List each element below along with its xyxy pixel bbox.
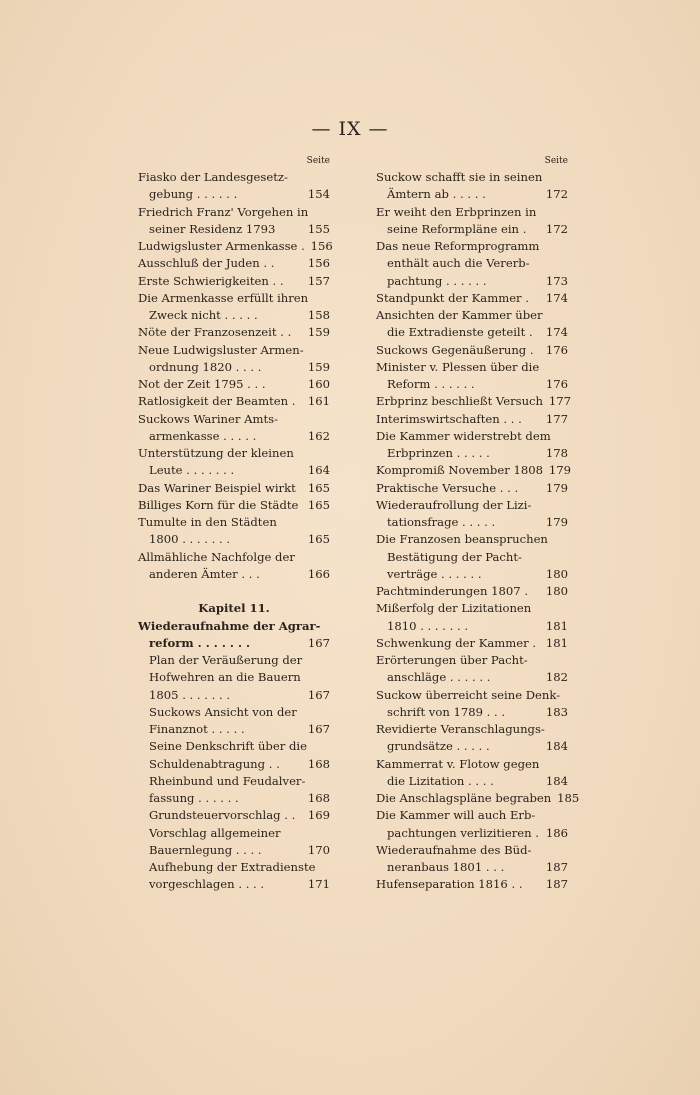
toc-line <box>138 531 330 548</box>
toc-entry-text: Suckow überreicht seine Denk- <box>376 687 561 702</box>
toc-entry-text: Praktische Versuche . . . <box>376 480 519 495</box>
toc-line <box>138 859 330 876</box>
toc-line <box>138 324 330 341</box>
toc-line <box>376 566 568 583</box>
toc-page-number: 187 <box>545 877 568 892</box>
toc-entry-text: Schwenkung der Kammer . <box>376 635 537 650</box>
toc-line <box>138 342 330 359</box>
toc-line <box>138 428 330 445</box>
toc-line <box>138 204 330 221</box>
toc-line <box>376 721 568 738</box>
toc-line <box>138 514 330 531</box>
toc-line <box>376 618 568 635</box>
toc-page-number: 156 <box>307 256 330 271</box>
toc-line <box>376 531 568 548</box>
toc-line <box>376 790 580 807</box>
toc-line <box>376 635 568 652</box>
toc-page-number: 180 <box>545 566 568 581</box>
toc-page-number: 158 <box>307 308 330 322</box>
toc-entry-text: Mißerfolg der Lizitationen <box>376 601 532 616</box>
toc-page-number: 171 <box>307 877 330 892</box>
toc-entry-text: Leute . . . . . . . <box>149 463 235 478</box>
toc-page-number: 174 <box>545 325 568 340</box>
toc-line <box>376 825 568 842</box>
toc-entry-text: Kompromiß November 1808 <box>376 463 543 478</box>
toc-line <box>376 480 568 497</box>
toc-entry-text: Rheinbund und Feudalver- <box>149 773 306 788</box>
toc-entry-text: Erbprinz beschließt Versuch <box>376 394 544 409</box>
toc-page-number: 183 <box>545 704 568 719</box>
toc-line <box>376 738 568 755</box>
toc-page-number: 162 <box>307 428 330 443</box>
toc-entry-text: Die Anschlagspläne begraben <box>376 791 552 805</box>
toc-entry-text: Erörterungen über Pacht- <box>376 653 528 667</box>
toc-line <box>376 204 568 221</box>
toc-line <box>138 445 330 462</box>
toc-page-number: 176 <box>545 342 568 357</box>
toc-line <box>376 842 568 859</box>
toc-line <box>376 704 568 721</box>
toc-page-number: 184 <box>545 739 568 754</box>
toc-entry-text: tationsfrage . . . . . <box>387 515 496 529</box>
toc-page-number: 167 <box>307 722 330 736</box>
toc-entry-text: fassung . . . . . . <box>149 791 239 805</box>
toc-line <box>138 393 330 410</box>
toc-entry-text: pachtung . . . . . . <box>387 273 487 288</box>
toc-entry-text: Suckow schafft sie in seinen <box>376 170 543 184</box>
seite-label-left: Seite <box>306 156 330 166</box>
toc-entry-text: Hofwehren an die Bauern <box>149 670 301 685</box>
toc-entry-text: Das neue Reformprogramm <box>376 239 540 253</box>
toc-entry-text: Reform . . . . . . <box>387 377 475 391</box>
toc-entry-text: Wiederaufrollung der Lizi- <box>376 497 532 512</box>
toc-entry-text: Ämtern ab . . . . . <box>387 187 486 202</box>
toc-page-number: 165 <box>307 497 330 512</box>
toc-page-number: 186 <box>545 825 568 840</box>
toc-line <box>376 290 568 307</box>
toc-page-number: 159 <box>307 325 330 340</box>
toc-line <box>376 255 568 272</box>
toc-line <box>138 411 330 428</box>
toc-entry-text: 1800 . . . . . . . <box>149 532 231 547</box>
toc-entry-text: seine Reformpläne ein . <box>387 221 527 236</box>
toc-entry-text: Plan der Veräußerung der <box>149 653 303 667</box>
toc-entry-text: Schuldenabtragung . . <box>149 756 280 771</box>
toc-line <box>376 445 568 462</box>
toc-page-number: 187 <box>545 860 568 874</box>
toc-entry-text: Die Kammer will auch Erb- <box>376 808 536 823</box>
toc-line <box>138 549 330 566</box>
toc-page-number: 185 <box>557 791 580 805</box>
toc-page-number: 167 <box>307 687 330 702</box>
toc-entry-text: Seine Denkschrift über die <box>149 739 307 754</box>
toc-line <box>376 756 568 773</box>
toc-page-number: 167 <box>307 635 330 650</box>
toc-lines-left <box>138 169 333 894</box>
toc-page-number: 174 <box>545 290 568 305</box>
toc-entry-text: armenkasse . . . . . <box>149 428 257 443</box>
toc-line <box>376 652 568 669</box>
toc-line <box>138 825 330 842</box>
toc-line <box>376 411 568 428</box>
toc-entry-text: Zweck nicht . . . . . <box>149 308 258 322</box>
toc-entry-text: Vorschlag allgemeiner <box>149 825 281 840</box>
toc-page-number: 181 <box>545 635 568 650</box>
toc-line <box>138 273 330 290</box>
toc-line <box>376 238 568 255</box>
toc-page-number: 182 <box>545 670 568 685</box>
toc-line <box>138 807 330 824</box>
toc-entry-text: Bestätigung der Pacht- <box>387 549 522 564</box>
toc-page-number: 177 <box>545 411 568 426</box>
toc-line <box>376 342 568 359</box>
toc-line <box>138 876 330 893</box>
toc-right-column <box>376 153 580 894</box>
toc-line <box>138 687 330 704</box>
toc-page-number: 180 <box>545 584 568 598</box>
toc-line <box>376 549 568 566</box>
toc-line <box>376 273 568 290</box>
toc-page-number: 181 <box>545 618 568 633</box>
toc-entry-text: Friedrich Franz' Vorgehen in <box>138 204 309 219</box>
toc-entry-text: grundsätze . . . . . <box>387 739 490 754</box>
toc-line <box>138 359 330 376</box>
toc-line <box>138 704 330 721</box>
toc-entry-text: Die Kammer widerstrebt dem <box>376 428 551 443</box>
toc-line <box>138 169 330 186</box>
toc-line <box>138 773 330 790</box>
seite-label-right: Seite <box>544 156 568 166</box>
toc-page-number: 179 <box>545 480 568 495</box>
toc-line <box>376 186 568 203</box>
toc-line <box>138 583 330 600</box>
toc-entry-text: Not der Zeit 1795 . . . <box>138 377 266 391</box>
toc-line <box>138 566 330 583</box>
toc-page-number: 156 <box>310 239 333 253</box>
toc-page-number: 166 <box>307 566 330 581</box>
toc-entry-text: Wiederaufnahme des Büd- <box>376 842 532 857</box>
toc-line <box>138 186 330 203</box>
toc-page-number: 157 <box>307 273 330 288</box>
toc-line <box>376 221 568 238</box>
toc-page-number: 159 <box>307 359 330 374</box>
toc-entry-text: Finanznot . . . . . <box>149 722 245 736</box>
toc-line <box>376 773 568 790</box>
toc-entry-text: anderen Ämter . . . <box>149 566 260 581</box>
toc-entry-text: Standpunkt der Kammer . <box>376 290 529 305</box>
toc-entry-text: reform . . . . . . . <box>149 635 251 650</box>
toc-line <box>376 169 568 186</box>
toc-entry-text: verträge . . . . . . <box>387 566 482 581</box>
toc-entry-text: enthält auch die Vererb- <box>387 256 530 271</box>
toc-line <box>376 324 568 341</box>
toc-page-number: 173 <box>545 273 568 288</box>
toc-page-number: 165 <box>307 480 330 495</box>
toc-line <box>376 807 568 824</box>
toc-entry-text: Die Franzosen beanspruchen <box>376 532 548 547</box>
toc-entry-text: Ratlosigkeit der Beamten . <box>138 394 296 409</box>
toc-entry-text: anschläge . . . . . . <box>387 670 491 685</box>
toc-line <box>376 462 571 479</box>
toc-page-number: 161 <box>307 394 330 409</box>
toc-line <box>376 600 568 617</box>
toc-entry-text: Er weiht den Erbprinzen in <box>376 204 537 219</box>
toc-left-column <box>138 153 333 894</box>
toc-line <box>376 497 568 514</box>
toc-line <box>138 669 330 686</box>
toc-entry-text: Minister v. Plessen über die <box>376 359 540 374</box>
toc-page-number: 168 <box>307 756 330 771</box>
toc-line <box>138 652 330 669</box>
toc-line <box>138 462 330 479</box>
toc-entry-text: Kapitel 11. <box>198 601 270 616</box>
toc-entry-text: Wiederaufnahme der Agrar- <box>138 618 321 633</box>
toc-entry-text: Billiges Korn für die Städte <box>138 497 299 512</box>
toc-page-number: 179 <box>548 463 571 478</box>
toc-entry-text: die Lizitation . . . . <box>387 773 494 788</box>
toc-entry-text: gebung . . . . . . <box>149 187 238 202</box>
toc-page-number: 184 <box>545 773 568 788</box>
toc-page-number: 179 <box>545 515 568 529</box>
toc-line <box>376 687 568 704</box>
toc-line <box>138 238 333 255</box>
toc-entry-text: vorgeschlagen . . . . <box>149 877 265 892</box>
toc-line <box>376 393 572 410</box>
toc-lines-right <box>376 169 580 894</box>
toc-page-number: 177 <box>548 394 572 409</box>
toc-entry-text: neranbaus 1801 . . . <box>387 860 505 874</box>
page-header: — IX — <box>311 118 389 140</box>
toc-line <box>138 480 330 497</box>
toc-entry-text: Grundsteuervorschlag . . <box>149 808 296 823</box>
toc-entry-text: Neue Ludwigsluster Armen- <box>138 342 304 357</box>
toc-line <box>376 669 568 686</box>
toc-entry-text: Kammerrat v. Flotow gegen <box>376 756 540 771</box>
toc-entry-text: Suckows Ansicht von der <box>149 704 297 719</box>
toc-page-number: 178 <box>545 446 568 460</box>
toc-line <box>138 307 330 324</box>
toc-entry-text: Bauernlegung . . . . <box>149 842 262 857</box>
toc-line <box>376 307 568 324</box>
toc-page-number: 165 <box>307 532 330 547</box>
toc-page-number: 176 <box>545 377 568 391</box>
toc-page-number: 172 <box>545 221 568 236</box>
toc-entry-text: seiner Residenz 1793 <box>149 221 276 236</box>
toc-line <box>138 221 330 238</box>
toc-entry-text: Fiasko der Landesgesetz- <box>138 170 288 184</box>
toc-line <box>138 721 330 738</box>
toc-entry-text: Aufhebung der Extradienste <box>149 860 316 874</box>
toc-entry-text: Hufenseparation 1816 . . <box>376 877 523 892</box>
toc-entry-text: Erste Schwierigkeiten . . <box>138 273 284 288</box>
toc-line <box>138 738 330 755</box>
toc-entry-text: Ansichten der Kammer über <box>376 308 543 322</box>
toc-line <box>376 583 568 600</box>
chapter-heading <box>138 600 330 617</box>
toc-entry-text: Erbprinzen . . . . . <box>387 446 490 460</box>
toc-entry-text: Pachtminderungen 1807 . <box>376 584 529 598</box>
toc-entry-text: die Extradienste geteilt . <box>387 325 533 340</box>
toc-page-number: 160 <box>307 377 330 391</box>
toc-entry-text: Suckows Gegenäußerung . <box>376 342 534 357</box>
toc-page-number: 170 <box>307 842 330 857</box>
toc-page-number: 154 <box>307 187 330 202</box>
toc-line <box>376 514 568 531</box>
toc-line <box>376 428 568 445</box>
toc-page-number: 169 <box>307 808 330 823</box>
toc-page-number: 164 <box>307 463 330 478</box>
toc-entry-text: schrift von 1789 . . . <box>387 704 506 719</box>
toc-page-number: 172 <box>545 187 568 202</box>
toc-line <box>376 876 568 893</box>
toc-line <box>138 842 330 859</box>
toc-entry-text: Das Wariner Beispiel wirkt <box>138 480 296 495</box>
toc-entry-text: 1810 . . . . . . . <box>387 618 469 633</box>
toc-page-number: 168 <box>307 791 330 805</box>
toc-entry-text: Interimswirtschaften . . . <box>376 411 522 426</box>
toc-line <box>376 859 568 876</box>
toc-line <box>138 635 330 652</box>
toc-line <box>376 376 568 393</box>
toc-line <box>138 790 330 807</box>
toc-entry-text: ordnung 1820 . . . . <box>149 359 262 374</box>
toc-line <box>376 359 568 376</box>
toc-entry-text: pachtungen verlizitieren . <box>387 825 539 840</box>
toc-entry-text: Die Armenkasse erfüllt ihren <box>138 290 309 305</box>
toc-entry-text: Suckows Wariner Amts- <box>138 411 278 426</box>
toc-line <box>138 497 330 514</box>
toc-line <box>138 618 330 635</box>
toc-entry-text: Tumulte in den Städten <box>138 515 277 529</box>
toc-entry-text: Unterstützung der kleinen <box>138 446 294 460</box>
toc-entry-text: Ausschluß der Juden . . <box>138 256 275 271</box>
toc-line <box>138 255 330 272</box>
toc-line <box>138 290 330 307</box>
toc-page-number: 155 <box>307 221 330 236</box>
toc-entry-text: Nöte der Franzosenzeit . . <box>138 325 292 340</box>
toc-entry-text: Allmähliche Nachfolge der <box>138 549 295 564</box>
toc-entry-text: Revidierte Veranschlagungs- <box>376 722 545 736</box>
toc-line <box>138 756 330 773</box>
toc-entry-text: Ludwigsluster Armenkasse . <box>138 239 305 253</box>
toc-entry-text: 1805 . . . . . . . <box>149 687 231 702</box>
toc-line <box>138 376 330 393</box>
